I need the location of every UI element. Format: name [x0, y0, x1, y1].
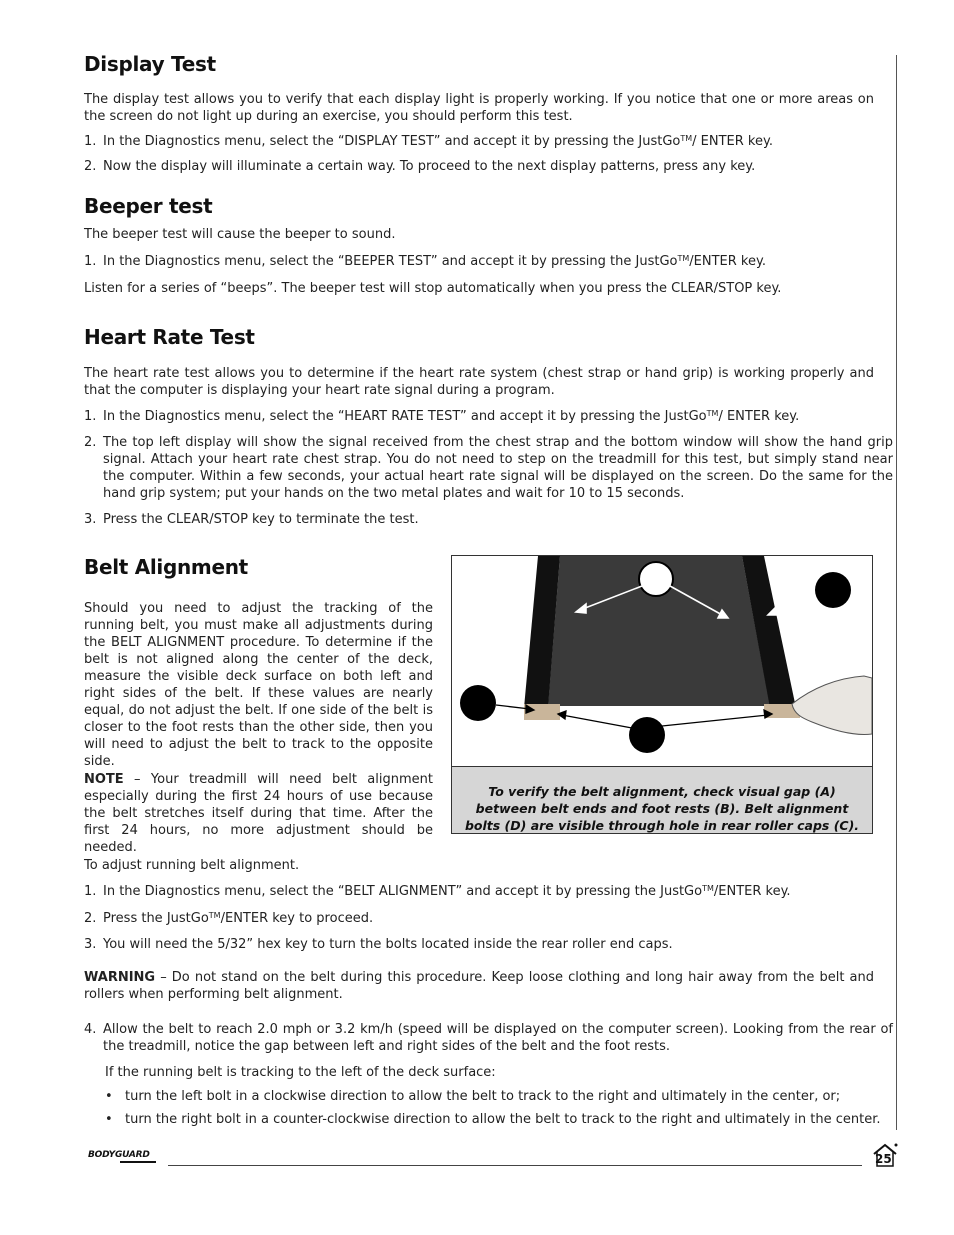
beeper-test-step-1: 1. In the Diagnostics menu, select the “BEEPER TEST” and accept it by pressing the JustGo™/ENTER key. [84, 254, 766, 269]
belt-alignment-intro: Should you need to adjust the tracking of the running belt, you must make all adjustments during the BELT ALIGNMENT procedure. To determine if the belt is not aligned along the center of the deck, measure the visible deck surface on both left and right sides of the belt. If these values are nearly equal, do not adjust the belt. If one side of the belt is closer to the foot rests than the other side, then you will need to adjust the belt to track to the opposite side. [84, 601, 433, 769]
belt-alignment-note: NOTE – Your treadmill will need belt alignment especially during the first 24 hours of use because the belt stretches itself during that time. After the first 24 hours, no more adjustment should be needed. [84, 772, 433, 855]
display-test-heading: Display Test [84, 52, 216, 76]
footer-rule [168, 1165, 862, 1166]
page-number: 25 [875, 1152, 892, 1166]
belt-bullet-2: • turn the right bolt in a counter-clockwise direction to allow the belt to track to the right and ultimately in the center. [105, 1112, 881, 1127]
heart-rate-test-step-1: 1. In the Diagnostics menu, select the “HEART RATE TEST” and accept it by pressing the JustGo™/ ENTER key. [84, 409, 800, 424]
belt-bullet-1: • turn the left bolt in a clockwise direction to allow the belt to track to the right and ultimately in the center, or; [105, 1089, 841, 1104]
belt-alignment-warning: WARNING – Do not stand on the belt during this procedure. Keep loose clothing and long hair away from the belt and rollers when performing belt alignment. [84, 970, 874, 1002]
belt-alignment-step-4: 4. Allow the belt to reach 2.0 mph or 3.2 km/h (speed will be displayed on the computer screen). Looking from the rear of the treadmill, notice the gap between left and right sides of the belt and the foot rests. [84, 1022, 893, 1054]
belt-alignment-step-2: 2. Press the JustGo™/ENTER key to proceed. [84, 911, 374, 926]
treadmill-belt-illustration [452, 556, 872, 766]
belt-alignment-figure [451, 555, 873, 834]
right-margin-rule [896, 55, 897, 1130]
heart-rate-test-step-3: 3. Press the CLEAR/STOP key to terminate the test. [84, 512, 419, 527]
beeper-test-outro: Listen for a series of “beeps”. The beeper test will stop automatically when you press the CLEAR/STOP key. [84, 281, 782, 296]
belt-alignment-heading: Belt Alignment [84, 555, 248, 579]
hand-illustration [792, 676, 872, 735]
belt-alignment-step-1: 1. In the Diagnostics menu, select the “BELT ALIGNMENT” and accept it by pressing the JustGo™/ENTER key. [84, 884, 791, 899]
bodyguard-logo: BODYGUARD [88, 1150, 150, 1160]
label-circle-c [460, 685, 496, 721]
label-circle-d [629, 717, 665, 753]
heart-rate-test-step-2: 2. The top left display will show the signal received from the chest strap and the bottom window will show the hand grip signal. Attach your heart rate chest strap. You do not need to step on the treadmill for this test, but simply stand near the computer. Within a few seconds, your actual heart rate signal will be displayed on the screen. Do the same for the hand grip system; put your hands on the two metal plates and wait for 10 to 15 seconds. [84, 435, 893, 501]
belt-alignment-step-3: 3. You will need the 5/32” hex key to turn the bolts located inside the rear roller end caps. [84, 937, 673, 952]
page-number-badge[interactable] [872, 1142, 898, 1168]
heart-rate-test-heading: Heart Rate Test [84, 325, 255, 349]
display-test-intro: The display test allows you to verify that each display light is properly working. If you notice that one or more areas on the screen do not light up during an exercise, you should perform this test. [84, 92, 874, 124]
beeper-test-heading: Beeper test [84, 194, 213, 218]
figure-caption: To verify the belt alignment, check visual gap (A) between belt ends and foot rests (B). Belt alignment bolts (D) are visible through hole in rear roller caps (C). [452, 766, 872, 833]
belt-tracking-left-intro: If the running belt is tracking to the left of the deck surface: [105, 1065, 496, 1080]
beeper-test-intro: The beeper test will cause the beeper to sound. [84, 227, 396, 242]
label-circle-a [639, 562, 673, 596]
label-circle-b [815, 572, 851, 608]
belt-adjust-intro: To adjust running belt alignment. [84, 858, 300, 873]
heart-rate-test-intro: The heart rate test allows you to determine if the heart rate system (chest strap or hand grip) is working properly and that the computer is displaying your heart rate signal during a program. [84, 366, 874, 398]
display-test-step-2: 2. Now the display will illuminate a certain way. To proceed to the next display patterns, press any key. [84, 159, 756, 174]
display-test-step-1: 1. In the Diagnostics menu, select the “DISPLAY TEST” and accept it by pressing the JustGo™/ ENTER key. [84, 134, 773, 149]
